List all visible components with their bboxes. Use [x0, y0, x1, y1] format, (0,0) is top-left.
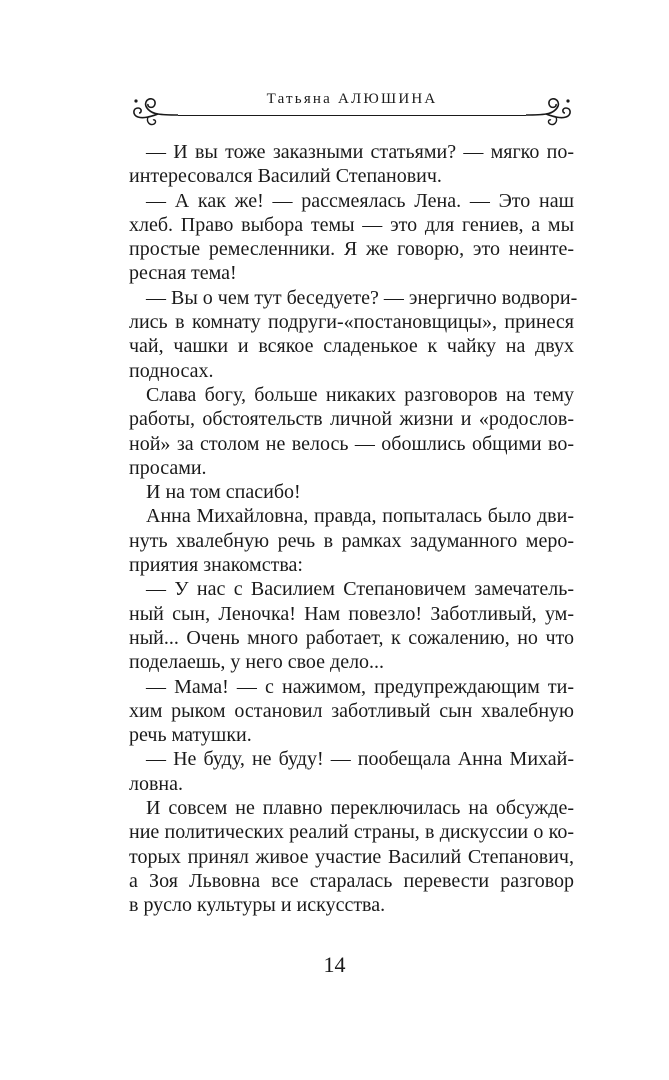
running-head-author: Татьяна АЛЮШИНА: [266, 91, 438, 107]
text-line: нуть хвалебную речь в рамках задуманного меро-: [129, 529, 574, 552]
text-line: ние политических реалий страны, в дискуссии о ко-: [129, 821, 574, 844]
text-line: — Вы о чем тут беседуете? — энергично водвори-: [146, 286, 578, 309]
text-line: приятия знакомства:: [129, 554, 303, 577]
paragraph: [129, 747, 574, 796]
text-line: Анна Михайловна, правда, попыталась было дви-: [146, 505, 574, 528]
paragraph: [129, 675, 574, 748]
text-line: ный... Очень много работает, к сожалению, но что: [129, 626, 574, 649]
text-line: интересовался Василий Степанович.: [129, 165, 442, 188]
header-rule: [178, 115, 526, 116]
text-line: — Не буду, не буду! — пообещала Анна Михай-: [146, 748, 574, 771]
text-line: — А как же! — рассмеялась Лена. — Это наш: [146, 189, 574, 212]
text-line: хлеб. Право выбора темы — это для гениев, а мы: [129, 213, 574, 236]
text-line: И совсем не плавно переключилась на обсужде-: [146, 797, 574, 820]
text-line: Слава богу, больше никаких разговоров на тему: [146, 383, 574, 406]
text-line: а Зоя Львовна все старалась перевести разговор: [129, 869, 574, 892]
text-line: И на том спасибо!: [146, 481, 301, 504]
text-line: в русло культуры и искусства.: [129, 894, 386, 917]
paragraph: [129, 577, 574, 674]
flourish-ornament-right: [524, 95, 574, 129]
text-line: речь матушки.: [129, 724, 252, 747]
page-number: 14: [323, 952, 346, 977]
text-line: ный сын, Леночка! Нам повезло! Заботливый, ум-: [129, 602, 574, 625]
text-line: простые ремесленники. Я же говорю, это неинте-: [129, 238, 574, 261]
text-line: — И вы тоже заказными статьями? — мягко по-: [146, 141, 574, 163]
text-line: подносах.: [129, 359, 214, 382]
paragraph: [129, 140, 574, 189]
body-text: [129, 140, 578, 918]
text-line: торых принял живое участие Василий Степанович,: [129, 845, 574, 868]
paragraph: [129, 189, 574, 286]
text-line: — Мама! — с нажимом, предупреждающим ти-: [146, 675, 574, 698]
running-head: [130, 89, 574, 121]
text-line: поделаешь, у него свое дело...: [129, 651, 385, 674]
text-line: ной» за столом не велось — обошлись общими во-: [129, 432, 574, 455]
paragraph: [129, 796, 574, 917]
text-line: работы, обстоятельств личной жизни и «родослов-: [129, 408, 574, 431]
paragraph: [129, 383, 574, 480]
text-line: чай, чашки и всякое сладенькое к чайку на двух: [129, 335, 574, 358]
text-line: ловна.: [129, 772, 184, 795]
paragraph: [129, 504, 574, 577]
text-line: лись в комнату подруги-«постановщицы», принеся: [129, 311, 574, 334]
paragraph: [129, 480, 574, 504]
text-line: хим рыком остановил заботливый сын хвалебную: [129, 699, 574, 722]
text-line: ресная тема!: [129, 262, 237, 285]
text-line: просами.: [129, 456, 207, 479]
paragraph: [129, 286, 578, 383]
text-line: — У нас с Василием Степановичем замечатель-: [146, 578, 574, 601]
